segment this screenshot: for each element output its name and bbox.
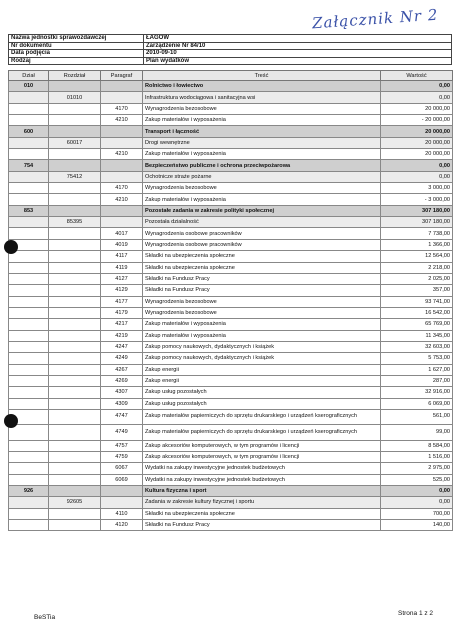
cell-dzial: [9, 387, 49, 398]
cell-paragraf: 4757: [101, 440, 143, 451]
table-row: [9, 341, 453, 352]
cell-rozdzial: [49, 364, 101, 375]
cell-dzial: [9, 375, 49, 386]
document-header-table: [8, 34, 452, 65]
cell-dzial: [9, 319, 49, 330]
table-row: [9, 474, 453, 485]
chapter-row: [9, 92, 453, 103]
header-row: [9, 50, 452, 58]
cell-tresc: Zakup materiałów papierniczych do sprzętu drukarskiego i urządzeń kserograficznych: [143, 425, 381, 440]
header-label: Nr dokumentu: [9, 42, 144, 50]
cell-wartosc: 65 769,00: [381, 319, 453, 330]
cell-paragraf: 4307: [101, 387, 143, 398]
cell-rozdzial: [49, 330, 101, 341]
cell-rozdzial: [49, 251, 101, 262]
cell-rozdzial: [49, 508, 101, 519]
table-row: [9, 319, 453, 330]
cell-dzial: [9, 307, 49, 318]
header-value: Plan wydatków: [144, 57, 452, 65]
table-row: [9, 440, 453, 451]
cell-wartosc: 1 516,00: [381, 451, 453, 462]
cell-rozdzial: [49, 319, 101, 330]
cell-tresc: Infrastruktura wodociągowa i sanitacyjna wsi: [143, 92, 381, 103]
cell-tresc: Zakup materiałów papierniczych do sprzętu drukarskiego i urządzeń kserograficznych: [143, 409, 381, 424]
cell-paragraf: 4269: [101, 375, 143, 386]
header-row: [9, 57, 452, 65]
cell-tresc: Pozostała działalność: [143, 217, 381, 228]
cell-wartosc: 16 542,00: [381, 307, 453, 318]
table-row: [9, 425, 453, 440]
header-row: [9, 35, 452, 43]
table-row: [9, 296, 453, 307]
cell-rozdzial: [49, 103, 101, 114]
cell-rozdzial: [49, 474, 101, 485]
cell-paragraf: [101, 217, 143, 228]
cell-dzial: [9, 508, 49, 519]
cell-wartosc: 20 000,00: [381, 126, 453, 137]
cell-tresc: Wydatki na zakupy inwestycyjne jednostek budżetowych: [143, 474, 381, 485]
col-tresc-header: Treść: [143, 71, 381, 81]
cell-wartosc: 99,00: [381, 425, 453, 440]
cell-rozdzial: [49, 409, 101, 424]
cell-paragraf: [101, 126, 143, 137]
cell-paragraf: 4019: [101, 239, 143, 250]
section-row: [9, 160, 453, 171]
cell-rozdzial: [49, 126, 101, 137]
cell-wartosc: 561,00: [381, 409, 453, 424]
cell-wartosc: 8 584,00: [381, 440, 453, 451]
cell-dzial: [9, 228, 49, 239]
cell-dzial: 853: [9, 205, 49, 216]
cell-dzial: [9, 296, 49, 307]
cell-rozdzial: [49, 183, 101, 194]
cell-paragraf: 4177: [101, 296, 143, 307]
cell-tresc: Zakup akcesoriów komputerowych, w tym programów i licencji: [143, 440, 381, 451]
cell-dzial: [9, 364, 49, 375]
cell-wartosc: 0,00: [381, 160, 453, 171]
cell-wartosc: 357,00: [381, 285, 453, 296]
cell-wartosc: 12 564,00: [381, 251, 453, 262]
table-row: [9, 364, 453, 375]
cell-paragraf: 4749: [101, 425, 143, 440]
table-row: [9, 387, 453, 398]
cell-tresc: Rolnictwo i łowiectwo: [143, 81, 381, 92]
chapter-row: [9, 217, 453, 228]
table-row: [9, 451, 453, 462]
cell-wartosc: 307 180,00: [381, 217, 453, 228]
cell-paragraf: 4170: [101, 183, 143, 194]
table-row: [9, 228, 453, 239]
cell-tresc: Zakup materiałów i wyposażenia: [143, 319, 381, 330]
cell-rozdzial: [49, 463, 101, 474]
cell-tresc: Wynagrodzenia bezosobowe: [143, 296, 381, 307]
cell-dzial: 600: [9, 126, 49, 137]
cell-tresc: Zakup materiałów i wyposażenia: [143, 115, 381, 126]
header-label: Nazwa jednostki sprawozdawczej: [9, 35, 144, 43]
cell-rozdzial: [49, 425, 101, 440]
cell-rozdzial: [49, 296, 101, 307]
cell-paragraf: 4210: [101, 115, 143, 126]
cell-tresc: Składki na ubezpieczenia społeczne: [143, 262, 381, 273]
page-number: Strona 1 z 2: [398, 610, 434, 617]
cell-wartosc: 93 741,00: [381, 296, 453, 307]
cell-wartosc: 2 975,00: [381, 463, 453, 474]
cell-paragraf: 6067: [101, 463, 143, 474]
cell-wartosc: 5 753,00: [381, 353, 453, 364]
cell-dzial: [9, 103, 49, 114]
cell-paragraf: 4247: [101, 341, 143, 352]
cell-tresc: Wynagrodzenia osobowe pracowników: [143, 239, 381, 250]
table-row: [9, 375, 453, 386]
cell-paragraf: [101, 160, 143, 171]
table-row: [9, 398, 453, 409]
footer-software-label: BeSTia: [34, 614, 56, 621]
section-row: [9, 485, 453, 496]
cell-wartosc: 140,00: [381, 519, 453, 530]
cell-paragraf: [101, 497, 143, 508]
cell-dzial: [9, 330, 49, 341]
col-rozdzial-header: Rozdział: [49, 71, 101, 81]
cell-dzial: [9, 474, 49, 485]
table-row: [9, 251, 453, 262]
cell-rozdzial: [49, 375, 101, 386]
header-value: Zarządzenie Nr 84/10: [144, 42, 452, 50]
cell-rozdzial: [49, 160, 101, 171]
cell-dzial: [9, 92, 49, 103]
punch-hole: [4, 414, 18, 428]
section-row: [9, 81, 453, 92]
table-row: [9, 463, 453, 474]
cell-tresc: Wynagrodzenia bezosobowe: [143, 307, 381, 318]
expense-plan-table: [8, 70, 453, 531]
cell-rozdzial: [49, 307, 101, 318]
cell-tresc: Zakup materiałów i wyposażenia: [143, 194, 381, 205]
cell-wartosc: 0,00: [381, 485, 453, 496]
col-wartosc-header: Wartość: [381, 71, 453, 81]
cell-rozdzial: [49, 353, 101, 364]
cell-wartosc: 0,00: [381, 81, 453, 92]
cell-wartosc: 307 180,00: [381, 205, 453, 216]
cell-paragraf: 4117: [101, 251, 143, 262]
cell-dzial: [9, 137, 49, 148]
cell-dzial: [9, 341, 49, 352]
header-value: ŁAGÓW: [144, 35, 452, 43]
cell-dzial: [9, 217, 49, 228]
cell-tresc: Drogi wewnętrzne: [143, 137, 381, 148]
cell-wartosc: 0,00: [381, 497, 453, 508]
cell-paragraf: 6069: [101, 474, 143, 485]
cell-rozdzial: [49, 205, 101, 216]
cell-paragraf: 4219: [101, 330, 143, 341]
table-header-row: [9, 71, 453, 81]
table-row: [9, 519, 453, 530]
cell-rozdzial: 01010: [49, 92, 101, 103]
table-row: [9, 183, 453, 194]
cell-paragraf: 4309: [101, 398, 143, 409]
cell-dzial: [9, 149, 49, 160]
cell-rozdzial: [49, 115, 101, 126]
cell-paragraf: 4217: [101, 319, 143, 330]
cell-paragraf: 4249: [101, 353, 143, 364]
cell-wartosc: 2 218,00: [381, 262, 453, 273]
table-row: [9, 149, 453, 160]
cell-dzial: [9, 519, 49, 530]
header-label: Rodzaj: [9, 57, 144, 65]
cell-dzial: [9, 398, 49, 409]
cell-paragraf: [101, 81, 143, 92]
cell-paragraf: [101, 137, 143, 148]
cell-tresc: Zakup materiałów i wyposażenia: [143, 330, 381, 341]
section-row: [9, 205, 453, 216]
cell-rozdzial: [49, 239, 101, 250]
cell-wartosc: 1 627,00: [381, 364, 453, 375]
table-row: [9, 115, 453, 126]
cell-tresc: Zakup pomocy naukowych, dydaktycznych i książek: [143, 353, 381, 364]
header-label: Data podjęcia: [9, 50, 144, 58]
cell-rozdzial: [49, 398, 101, 409]
header-row: [9, 42, 452, 50]
section-row: [9, 126, 453, 137]
cell-tresc: Zakup energii: [143, 375, 381, 386]
cell-paragraf: 4747: [101, 409, 143, 424]
cell-wartosc: 11 345,00: [381, 330, 453, 341]
cell-paragraf: 4170: [101, 103, 143, 114]
cell-dzial: 926: [9, 485, 49, 496]
cell-tresc: Składki na Fundusz Pracy: [143, 285, 381, 296]
cell-rozdzial: 92605: [49, 497, 101, 508]
chapter-row: [9, 137, 453, 148]
cell-paragraf: [101, 485, 143, 496]
cell-tresc: Wynagrodzenia bezosobowe: [143, 103, 381, 114]
cell-paragraf: 4210: [101, 149, 143, 160]
cell-tresc: Wydatki na zakupy inwestycyjne jednostek budżetowych: [143, 463, 381, 474]
cell-wartosc: - 20 000,00: [381, 115, 453, 126]
header-value: 2010-09-10: [144, 50, 452, 58]
cell-wartosc: 3 000,00: [381, 183, 453, 194]
cell-wartosc: 7 738,00: [381, 228, 453, 239]
table-row: [9, 330, 453, 341]
cell-dzial: [9, 353, 49, 364]
cell-dzial: [9, 440, 49, 451]
cell-rozdzial: [49, 194, 101, 205]
cell-tresc: Bezpieczeństwo publiczne i ochrona przeciwpożarowa: [143, 160, 381, 171]
cell-paragraf: 4179: [101, 307, 143, 318]
cell-rozdzial: [49, 485, 101, 496]
cell-paragraf: [101, 171, 143, 182]
cell-wartosc: 2 025,00: [381, 273, 453, 284]
cell-wartosc: 6 069,00: [381, 398, 453, 409]
punch-hole: [4, 240, 18, 254]
cell-tresc: Zakup usług pozostałych: [143, 398, 381, 409]
cell-dzial: [9, 463, 49, 474]
cell-dzial: [9, 194, 49, 205]
cell-rozdzial: 85395: [49, 217, 101, 228]
table-row: [9, 508, 453, 519]
table-row: [9, 103, 453, 114]
cell-paragraf: 4127: [101, 273, 143, 284]
cell-tresc: Zakup energii: [143, 364, 381, 375]
cell-paragraf: 4267: [101, 364, 143, 375]
cell-tresc: Transport i łączność: [143, 126, 381, 137]
table-row: [9, 194, 453, 205]
table-row: [9, 262, 453, 273]
cell-rozdzial: [49, 273, 101, 284]
cell-rozdzial: [49, 451, 101, 462]
cell-rozdzial: [49, 519, 101, 530]
cell-tresc: Składki na Fundusz Pracy: [143, 273, 381, 284]
cell-tresc: Kultura fizyczna i sport: [143, 485, 381, 496]
cell-dzial: [9, 285, 49, 296]
col-dzial-header: Dział: [9, 71, 49, 81]
cell-tresc: Zakup pomocy naukowych, dydaktycznych i książek: [143, 341, 381, 352]
cell-wartosc: 20 000,00: [381, 149, 453, 160]
cell-rozdzial: [49, 228, 101, 239]
cell-paragraf: 4119: [101, 262, 143, 273]
cell-paragraf: 4210: [101, 194, 143, 205]
cell-wartosc: 287,00: [381, 375, 453, 386]
cell-rozdzial: 60017: [49, 137, 101, 148]
cell-dzial: [9, 115, 49, 126]
cell-rozdzial: [49, 285, 101, 296]
col-paragraf-header: Paragraf: [101, 71, 143, 81]
cell-tresc: Zakup usług pozostałych: [143, 387, 381, 398]
cell-tresc: Składki na Fundusz Pracy: [143, 519, 381, 530]
cell-dzial: [9, 262, 49, 273]
cell-wartosc: 700,00: [381, 508, 453, 519]
cell-wartosc: 525,00: [381, 474, 453, 485]
cell-tresc: Zakup akcesoriów komputerowych, w tym programów i licencji: [143, 451, 381, 462]
cell-rozdzial: [49, 149, 101, 160]
handwritten-annotation: Załącznik Nr 2: [311, 5, 439, 33]
cell-paragraf: [101, 92, 143, 103]
cell-tresc: Zadania w zakresie kultury fizycznej i sportu: [143, 497, 381, 508]
cell-tresc: Składki na ubezpieczenia społeczne: [143, 251, 381, 262]
cell-rozdzial: [49, 262, 101, 273]
chapter-row: [9, 497, 453, 508]
cell-paragraf: 4759: [101, 451, 143, 462]
cell-tresc: Wynagrodzenia osobowe pracowników: [143, 228, 381, 239]
cell-wartosc: - 3 000,00: [381, 194, 453, 205]
table-row: [9, 285, 453, 296]
cell-wartosc: 0,00: [381, 171, 453, 182]
table-row: [9, 239, 453, 250]
cell-tresc: Ochotnicze straże pożarne: [143, 171, 381, 182]
cell-paragraf: 4129: [101, 285, 143, 296]
cell-rozdzial: [49, 341, 101, 352]
cell-rozdzial: 75412: [49, 171, 101, 182]
cell-dzial: 010: [9, 81, 49, 92]
cell-paragraf: [101, 205, 143, 216]
cell-paragraf: 4120: [101, 519, 143, 530]
cell-tresc: Pozostałe zadania w zakresie polityki społecznej: [143, 205, 381, 216]
cell-wartosc: 32 916,00: [381, 387, 453, 398]
cell-dzial: [9, 171, 49, 182]
cell-dzial: [9, 183, 49, 194]
cell-wartosc: 20 000,00: [381, 103, 453, 114]
cell-dzial: [9, 273, 49, 284]
cell-tresc: Składki na ubezpieczenia społeczne: [143, 508, 381, 519]
table-row: [9, 353, 453, 364]
chapter-row: [9, 171, 453, 182]
cell-paragraf: 4017: [101, 228, 143, 239]
cell-tresc: Zakup materiałów i wyposażenia: [143, 149, 381, 160]
cell-dzial: [9, 451, 49, 462]
cell-wartosc: 1 366,00: [381, 239, 453, 250]
cell-dzial: 754: [9, 160, 49, 171]
cell-tresc: Wynagrodzenia bezosobowe: [143, 183, 381, 194]
cell-rozdzial: [49, 81, 101, 92]
cell-paragraf: 4110: [101, 508, 143, 519]
table-row: [9, 307, 453, 318]
table-row: [9, 273, 453, 284]
cell-rozdzial: [49, 387, 101, 398]
cell-dzial: [9, 497, 49, 508]
table-row: [9, 409, 453, 424]
cell-wartosc: 32 603,00: [381, 341, 453, 352]
cell-wartosc: 0,00: [381, 92, 453, 103]
cell-wartosc: 20 000,00: [381, 137, 453, 148]
cell-rozdzial: [49, 440, 101, 451]
